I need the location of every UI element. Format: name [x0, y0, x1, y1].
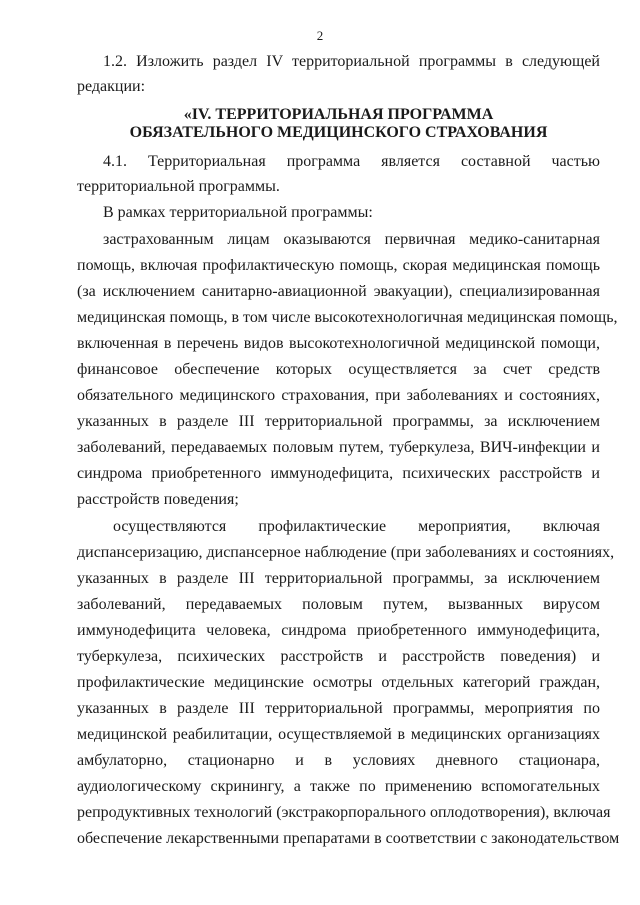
section-heading-line-1: «IV. ТЕРРИТОРИАЛЬНАЯ ПРОГРАММА [183, 106, 494, 123]
para-measures-line-1: осуществляются профилактические мероприятия, включая [113, 518, 600, 535]
para-insured-line-10: синдрома приобретенного иммунодефицита, психических расстройств и [77, 465, 600, 482]
para-measures-line-2: диспансеризацию, диспансерное наблюдение (при заболеваниях и состояниях, [77, 544, 615, 561]
para-insured-line-3: (за исключением санитарно-авиационной эвакуации), специализированная [77, 283, 600, 300]
para-measures-line-8: указанных в разделе III территориальной программы, мероприятия по [77, 700, 600, 717]
para-measures-line-12: репродуктивных технологий (экстракорпорального оплодотворения), включая [77, 804, 611, 821]
para-measures-line-5: иммунодефицита человека, синдрома приобретенного иммунодефицита, [77, 622, 600, 639]
para-measures-line-9: медицинской реабилитации, осуществляемой в медицинских организациях [77, 726, 600, 743]
para-measures-line-7: профилактические медицинские осмотры отдельных категорий граждан, [77, 674, 600, 691]
para-insured-line-11: расстройств поведения; [77, 491, 239, 508]
para-measures-line-10: амбулаторно, стационарно и в условиях дневного стационара, [77, 752, 600, 769]
para-insured-line-1: застрахованным лицам оказываются первичная медико-санитарная [103, 231, 600, 248]
para-insured-line-2: помощь, включая профилактическую помощь, скорая медицинская помощь [77, 257, 600, 274]
para-insured-line-7: обязательного медицинского страхования, при заболеваниях и состояниях, [77, 387, 600, 404]
para-4-1-line-1: 4.1. Территориальная программа является составной частью [103, 153, 600, 170]
para-measures-line-13: обеспечение лекарственными препаратами в соответствии с законодательством [77, 830, 620, 847]
para-measures-line-3: указанных в разделе III территориальной программы, за исключением [77, 570, 600, 587]
para-insured-line-8: указанных в разделе III территориальной программы, за исключением [77, 413, 600, 430]
page-number: 2 [316, 28, 324, 43]
section-heading-line-2: ОБЯЗАТЕЛЬНОГО МЕДИЦИНСКОГО СТРАХОВАНИЯ [129, 124, 548, 141]
para-insured-line-9: заболеваний, передаваемых половым путем, туберкулеза, ВИЧ-инфекции и [77, 439, 600, 456]
para-insured-line-6: финансовое обеспечение которых осуществляется за счет средств [77, 361, 600, 378]
para-measures-line-11: аудиологическому скринингу, а также по применению вспомогательных [77, 778, 600, 795]
para-insured-line-5: включенная в перечень видов высокотехнологичной медицинской помощи, [77, 335, 600, 352]
intro-line-1: 1.2. Изложить раздел IV территориальной программы в следующей [103, 53, 600, 70]
para-frame-line-1: В рамках территориальной программы: [103, 204, 373, 221]
para-measures-line-6: туберкулеза, психических расстройств и расстройств поведения) и [77, 648, 600, 665]
intro-line-2: редакции: [77, 78, 146, 95]
para-4-1-line-2: территориальной программы. [77, 178, 280, 195]
para-insured-line-4: медицинская помощь, в том числе высокотехнологичная медицинская помощь, [77, 309, 618, 326]
para-measures-line-4: заболеваний, передаваемых половым путем, вызванных вирусом [77, 596, 600, 613]
